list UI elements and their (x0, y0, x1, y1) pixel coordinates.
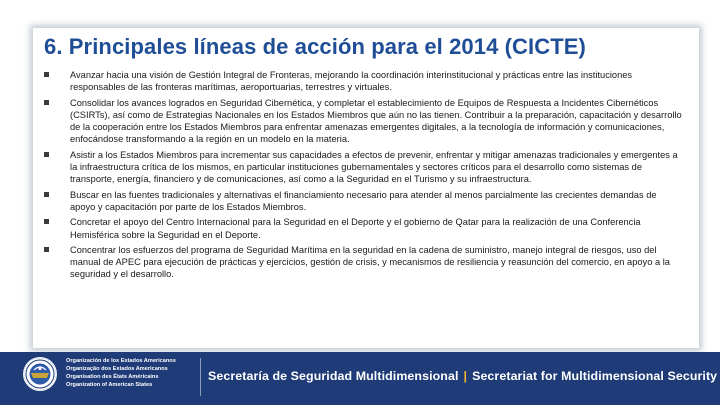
square-bullet-icon (44, 152, 49, 157)
square-bullet-icon (44, 219, 49, 224)
square-bullet-icon (44, 100, 49, 105)
footer-separator: | (463, 369, 468, 383)
bullet-item (44, 69, 684, 94)
bullet-item (44, 97, 684, 146)
bullet-text: Consolidar los avances logrados en Seguridad Cibernética, y completar el establecimiento de Equipos de Respuesta a Incidentes Cibernéticos (CSIRTs), así como de Estrategias Nacionales en los Estados Miembros que aún no las tienen. Contribuir a la preparación, capacitación y desarrollo de la cooperación entre los Estados Miembros para enfrentar amenazas emergentes digitales, a la tecnología de información y comunicaciones, enfocándose transformando a la región en un modelo en la materia. (70, 97, 682, 145)
org-name-pt: Organização dos Estados Americanos (66, 366, 168, 372)
square-bullet-icon (44, 72, 49, 77)
bullet-item (44, 216, 684, 241)
org-name-es: Organización de los Estados Americanos (66, 358, 176, 364)
bullet-text: Asistir a los Estados Miembros para incrementar sus capacidades a efectos de prevenir, enfrentar y mitigar amenazas tradicionales y emergentes a la infraestructura crítica de los mismos, en particular instituciones gubernamentales y sectores críticos para el desarrollo como sistemas de transporte, energía, financiero y de comunicaciones, así como a la Seguridad en el Turismo y su infraestructura. (70, 149, 678, 185)
footer-title (208, 369, 717, 383)
footer-title-es: Secretaría de Seguridad Multidimensional (208, 369, 459, 383)
square-bullet-icon (44, 192, 49, 197)
org-name-fr: Organisation des États Américains (66, 374, 159, 380)
bullet-item (44, 189, 684, 214)
org-name-en: Organization of American States (66, 382, 153, 388)
footer-divider (200, 358, 201, 396)
bullet-text: Buscar en las fuentes tradicionales y alternativas el financiamiento necesario para atender al menos parcialmente las crecientes demandas de apoyo y capacitación por parte de los Estados Miembros. (70, 189, 657, 212)
footer-title-en: Secretariat for Multidimensional Security (472, 369, 718, 383)
bullet-text: Concretar el apoyo del Centro Internacional para la Seguridad en el Deporte y el gobierno de Qatar para la realización de una Conferencia Hemisférica sobre la Seguridad en el Deporte. (70, 217, 641, 240)
bullet-text: Avanzar hacia una visión de Gestión Integral de Fronteras, mejorando la coordinación interinstitucional y prácticas entre las instituciones responsables de las fronteras marítimas, aeroportuarias, terrestres y virtuales. (70, 70, 633, 93)
bullet-item (44, 149, 684, 186)
slide-title: 6. Principales líneas de acción para el 2014 (CICTE) (44, 34, 586, 59)
bullet-item (44, 244, 684, 281)
square-bullet-icon (44, 247, 49, 252)
footer-banner (0, 352, 720, 405)
bullet-text: Concentrar los esfuerzos del programa de Seguridad Marítima en la seguridad en la cadena de suministro, manejo integral de riesgos, uso del manual de APEC para ejecución de prácticas y ejercicios, gestión de crisis, y mecanismos de resiliencia y reasunción del comercio, en apoyo a la seguridad y el desarrollo. (70, 244, 670, 280)
oas-seal-icon (22, 356, 58, 392)
bullet-list (44, 69, 684, 284)
org-names (66, 357, 176, 389)
